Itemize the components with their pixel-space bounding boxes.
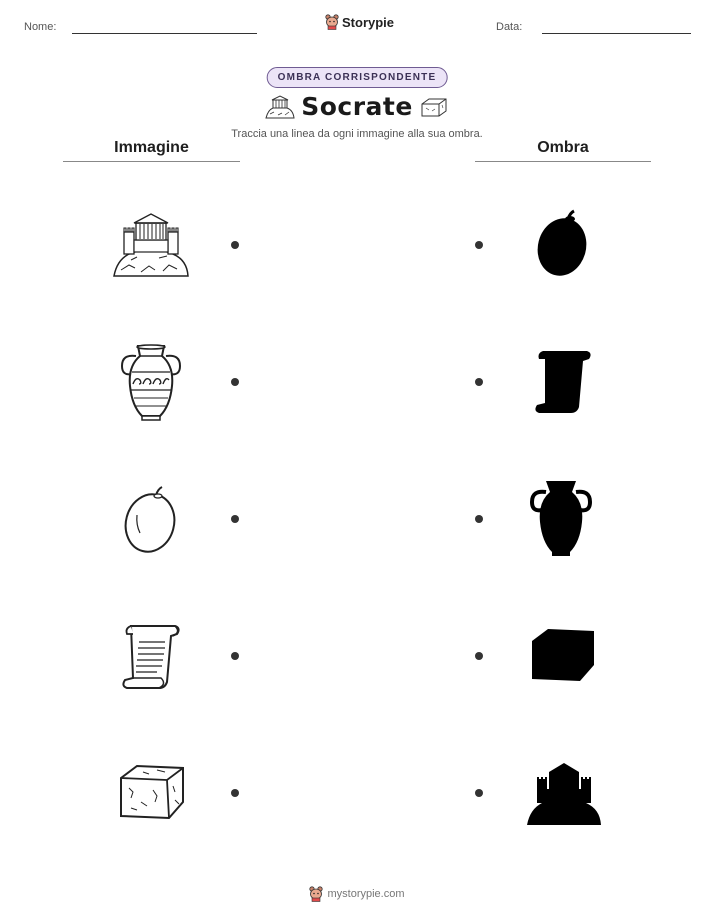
footer — [0, 886, 714, 902]
shadow-amphora — [528, 480, 594, 563]
instructions: Traccia una linea da ogni immagine alla sua ombra. — [231, 128, 483, 140]
column-heading-shadow: Ombra — [537, 139, 589, 156]
left-dot-2[interactable] — [231, 378, 239, 386]
storypie-mascot-icon — [325, 14, 339, 30]
right-dot-1[interactable] — [475, 241, 483, 249]
right-dot-5[interactable] — [475, 789, 483, 797]
right-dot-3[interactable] — [475, 515, 483, 523]
shadow-stone-block — [528, 625, 598, 690]
date-label: Data: — [496, 21, 523, 33]
column-heading-image: Immagine — [114, 139, 189, 156]
footer-url[interactable]: mystorypie.com — [327, 888, 405, 900]
shadow-scroll — [533, 347, 595, 420]
left-dot-5[interactable] — [231, 789, 239, 797]
shadow-acropolis — [524, 759, 604, 834]
image-olive — [122, 485, 180, 560]
stone-block-small-icon — [420, 96, 448, 123]
worksheet-type-badge: OMBRA CORRISPONDENTE — [267, 67, 448, 88]
column-rule-right — [475, 161, 651, 162]
image-stone-block — [117, 762, 187, 827]
brand-logo — [325, 14, 394, 30]
column-rule-left — [63, 161, 240, 162]
brand-name: Storypie — [342, 14, 395, 30]
right-dot-2[interactable] — [475, 378, 483, 386]
shadow-olive — [534, 209, 592, 284]
image-amphora — [118, 344, 184, 427]
left-dot-3[interactable] — [231, 515, 239, 523]
image-acropolis — [111, 210, 191, 285]
name-line[interactable] — [72, 33, 257, 34]
name-label: Nome: — [24, 21, 57, 33]
page-title: Socrate — [301, 92, 413, 121]
storypie-mascot-icon — [309, 886, 323, 902]
date-line[interactable] — [542, 33, 691, 34]
image-scroll — [121, 622, 183, 695]
left-dot-4[interactable] — [231, 652, 239, 660]
right-dot-4[interactable] — [475, 652, 483, 660]
left-dot-1[interactable] — [231, 241, 239, 249]
